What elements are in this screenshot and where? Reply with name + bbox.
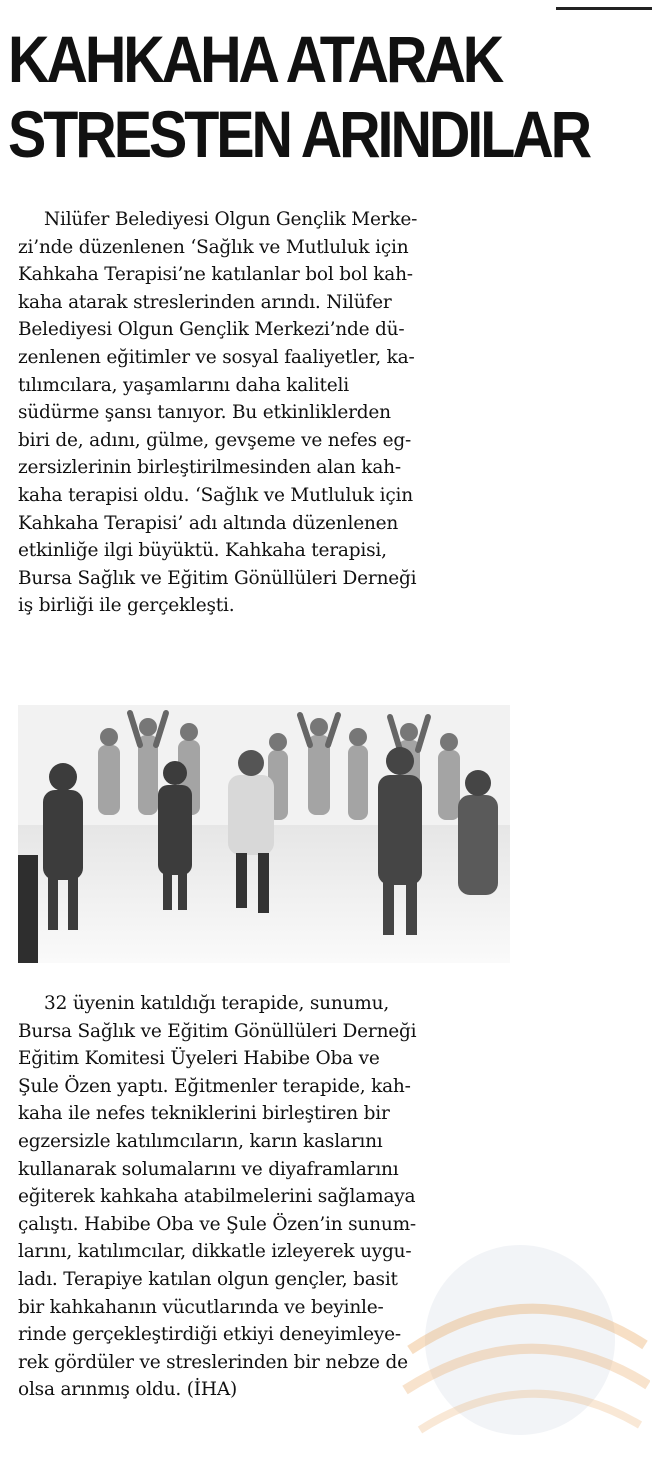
- paragraph-line: zi’nde düzenlenen ‘Sağlık ve Mutluluk için: [18, 236, 409, 258]
- headline-line-1: KAHKAHA ATARAK: [8, 22, 502, 96]
- paragraph-line: etkinliğe ilgi büyüktü. Kahkaha terapisi,: [18, 540, 387, 562]
- paragraph-line: südürme şansı tanıyor. Bu etkinliklerden: [18, 402, 391, 424]
- paragraph-line: larını, katılımcılar, dikkatle izleyerek uygu-: [18, 1241, 412, 1263]
- article-photo: [18, 705, 510, 963]
- paragraph-line: eğiterek kahkaha atabilmelerini sağlamaya: [18, 1186, 416, 1208]
- paragraph-line: Kahkaha Terapisi’ adı altında düzenlenen: [18, 512, 399, 534]
- top-rule: [556, 7, 652, 10]
- article-paragraph-1: [18, 206, 513, 620]
- headline-line-2: STRESTEN ARINDILAR: [8, 97, 590, 171]
- paragraph-line: 32 üyenin katıldığı terapide, sunumu,: [44, 993, 390, 1014]
- paragraph-line: kaha ile nefes tekniklerini birleştiren bir: [18, 1103, 390, 1125]
- paragraph-line: çalıştı. Habibe Oba ve Şule Özen’in sunum-: [18, 1213, 416, 1235]
- paragraph-line: iş birliği ile gerçekleşti.: [18, 595, 235, 617]
- paragraph-line: rek gördüler ve streslerinden bir nebze de: [18, 1351, 408, 1373]
- paragraph-line: Şule Özen yaptı. Eğitmenler terapide, kah-: [18, 1075, 411, 1097]
- paragraph-line: kullanarak solumalarını ve diyaframlarını: [18, 1158, 399, 1180]
- paragraph-line: kaha terapisi oldu. ‘Sağlık ve Mutluluk için: [18, 484, 413, 506]
- paragraph-line: rinde gerçekleştirdiği etkiyi deneyimleye-: [18, 1324, 401, 1346]
- paragraph-line: Bursa Sağlık ve Eğitim Gönüllüleri Derneği: [18, 567, 417, 589]
- paragraph-line: Eğitim Komitesi Üyeleri Habibe Oba ve: [18, 1048, 380, 1070]
- paragraph-line: zersizlerinin birleştirilmesinden alan kah-: [18, 457, 401, 479]
- group-photo-illustration: [18, 705, 510, 963]
- paragraph-line: bir kahkahanın vücutlarında ve beyinle-: [18, 1296, 384, 1318]
- paragraph-line: Kahkaha Terapisi’ne katılanlar bol bol kah-: [18, 264, 413, 286]
- paragraph-line: egzersizle katılımcıların, karın kaslarını: [18, 1130, 383, 1152]
- paragraph-line: Nilüfer Belediyesi Olgun Gençlik Merke-: [44, 209, 418, 230]
- paragraph-line: ladı. Terapiye katılan olgun gençler, basit: [18, 1268, 398, 1290]
- headline: [8, 22, 590, 172]
- paragraph-line: Belediyesi Olgun Gençlik Merkezi’nde dü-: [18, 319, 405, 341]
- paragraph-line: Bursa Sağlık ve Eğitim Gönüllüleri Derneği: [18, 1020, 417, 1042]
- paragraph-line: olsa arınmış oldu. (İHA): [18, 1379, 238, 1401]
- paragraph-line: kaha atarak streslerinden arındı. Nilüfer: [18, 291, 392, 313]
- paragraph-line: tılımcılara, yaşamlarını daha kaliteli: [18, 374, 349, 396]
- paragraph-line: biri de, adını, gülme, gevşeme ve nefes eg-: [18, 429, 412, 451]
- watermark-logo: [400, 1230, 650, 1460]
- paragraph-line: zenlenen eğitimler ve sosyal faaliyetler, ka-: [18, 346, 415, 368]
